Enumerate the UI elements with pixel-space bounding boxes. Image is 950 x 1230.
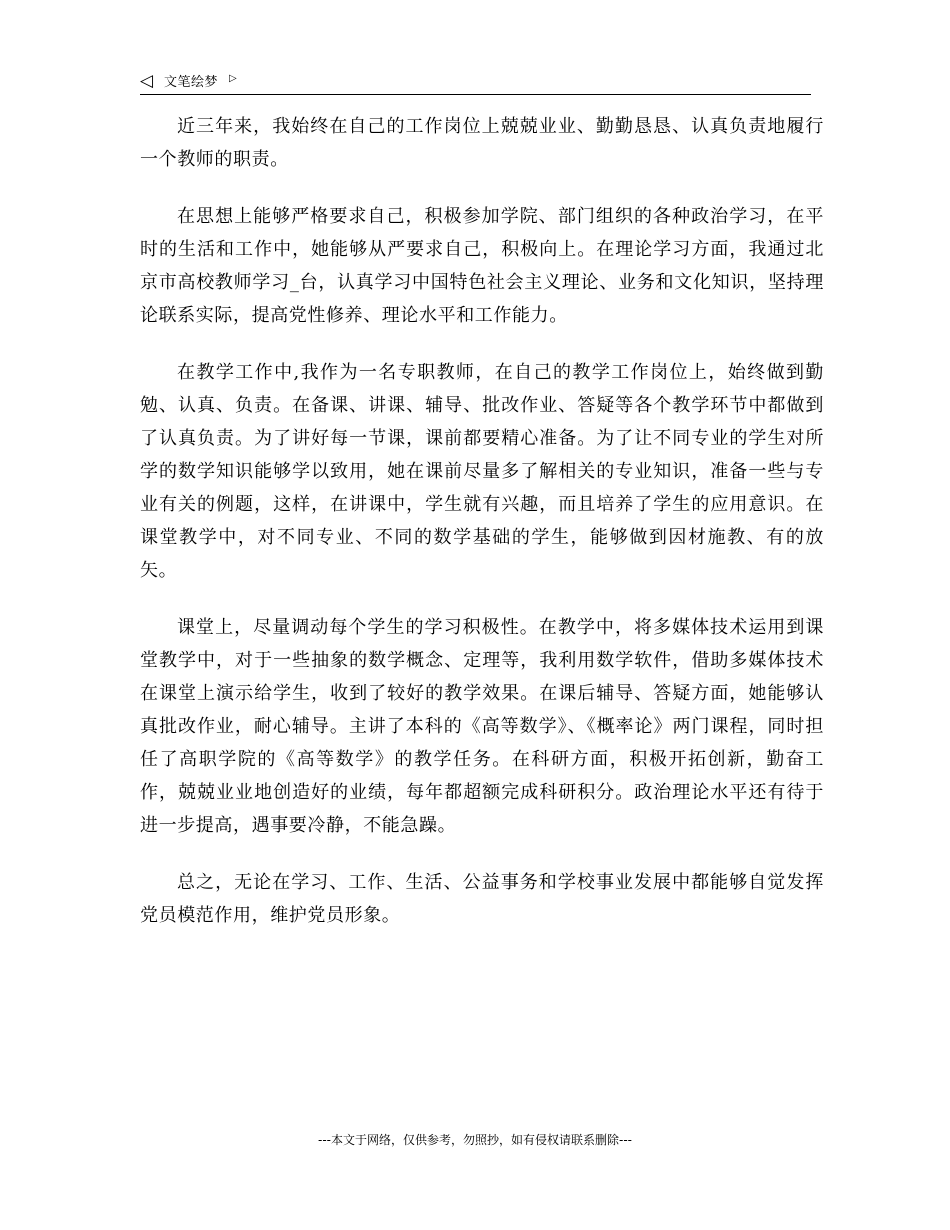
paragraph-2: 在思想上能够严格要求自己，积极参加学院、部门组织的各种政治学习，在平时的生活和工作中，她能够从严要求自己，积极向上。在理论学习方面，我通过北京市高校教师学习_台，认真学习中国特色社会主义理论、业务和文化知识，坚持理论联系实际，提高党性修养、理论水平和工作能力。 [140, 206, 824, 326]
paragraph-5: 总之，无论在学习、工作、生活、公益事务和学校事业发展中都能够自觉发挥党员模范作用，维护党员形象。 [140, 872, 824, 926]
paragraph-3: 在教学工作中,我作为一名专职教师，在自己的教学工作岗位上，始终做到勤勉、认真、负责。在备课、讲课、辅导、批改作业、答疑等各个教学环节中都做到了认真负责。为了讲好每一节课，课前都要精心准备。为了让不同专业的学生对所学的数学知识能够学以致用，她在课前尽量多了解相关的专业知识，准备一些与专业有关的例题，这样，在讲课中，学生就有兴趣，而且培养了学生的应用意识。在课堂教学中，对不同专业、不同的数学基础的学生，能够做到因材施教、有的放矢。 [140, 362, 824, 581]
header-title: 文笔绘梦 [164, 75, 219, 90]
page-header [140, 72, 811, 95]
document-body [140, 110, 824, 956]
paragraph-1: 近三年来，我始终在自己的工作岗位上兢兢业业、勤勤恳恳、认真负责地履行一个教师的职责。 [140, 116, 824, 170]
footer-disclaimer: ---本文于网络，仅供参考，勿照抄，如有侵权请联系删除--- [318, 1133, 632, 1147]
triangle-left-icon: ◁ [140, 71, 154, 91]
paragraph-4: 课堂上，尽量调动每个学生的学习积极性。在教学中，将多媒体技术运用到课堂教学中，对于一些抽象的数学概念、定理等，我利用数学软件，借助多媒体技术在课堂上演示给学生，收到了较好的教学效果。在课后辅导、答疑方面，她能够认真批改作业，耐心辅导。主讲了本科的《高等数学》、《概率论》两门课程，同时担任了高职学院的《高等数学》的教学任务。在科研方面，积极开拓创新，勤奋工作，兢兢业业地创造好的业绩，每年都超额完成科研积分。政治理论水平还有待于进一步提高，遇事要冷静，不能急躁。 [140, 617, 824, 836]
triangle-right-icon: ▷ [229, 73, 237, 84]
